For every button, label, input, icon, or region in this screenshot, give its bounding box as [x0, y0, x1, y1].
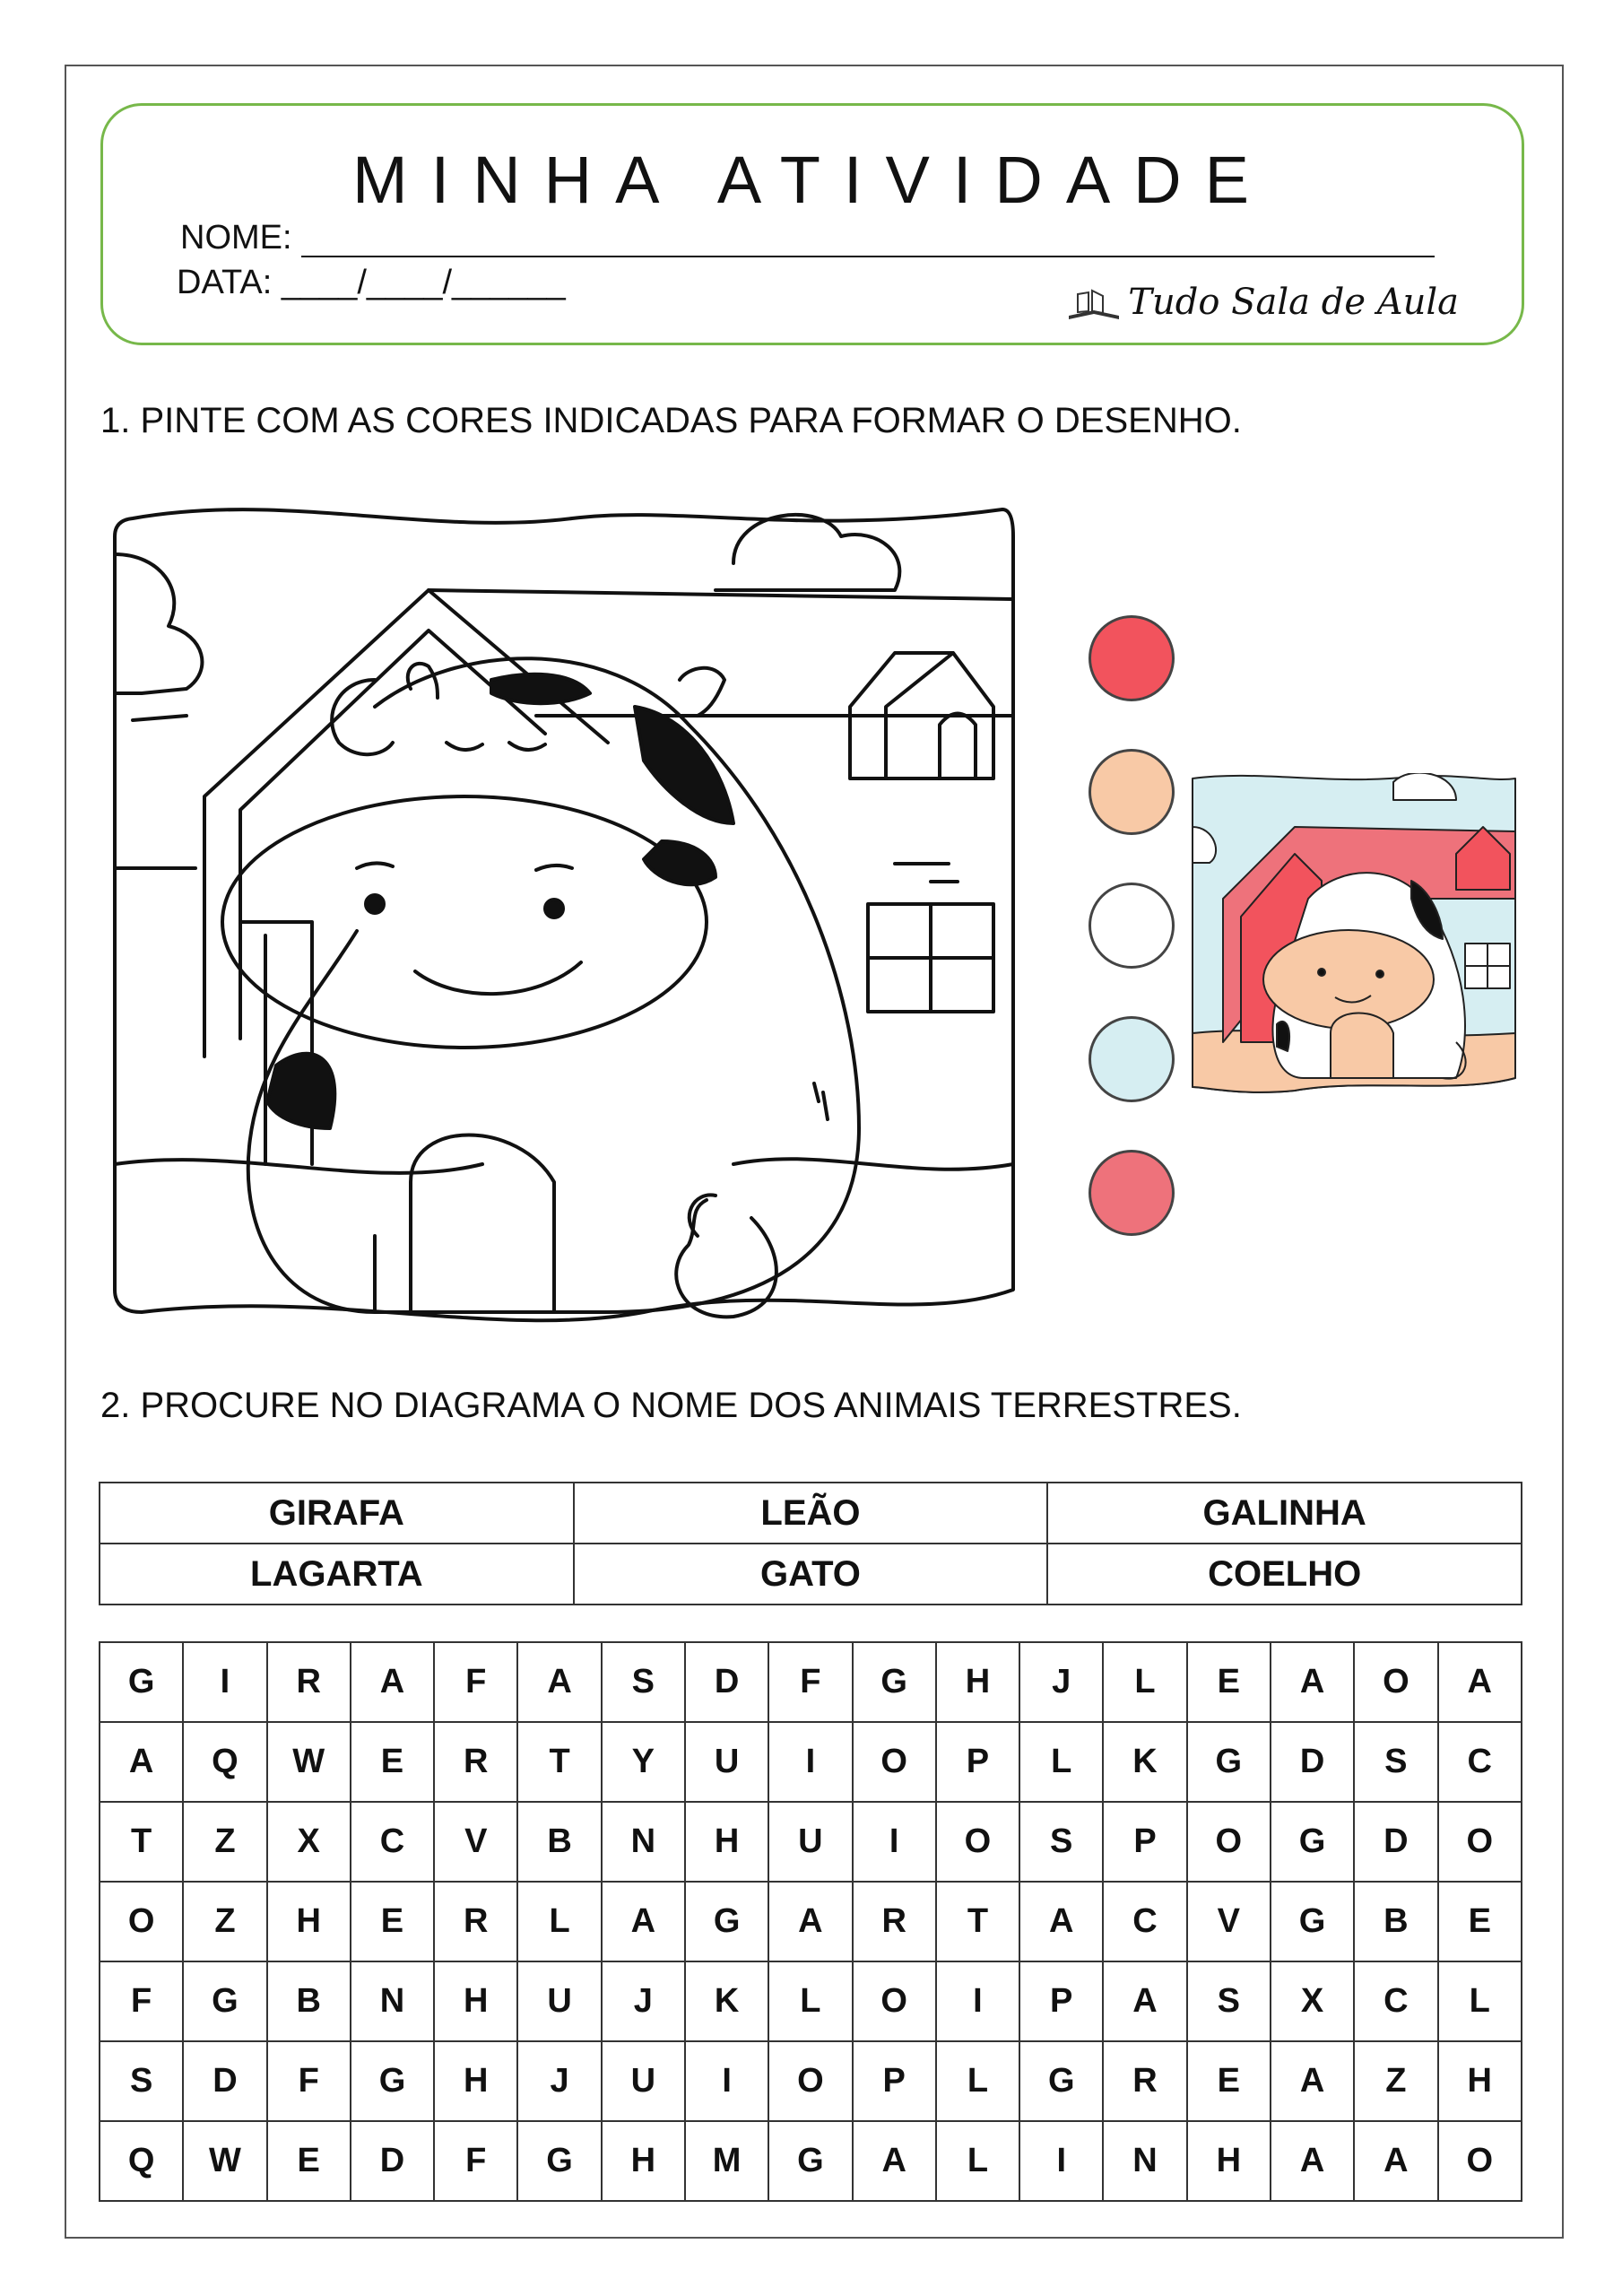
grid-letter-cell[interactable]: G: [685, 1882, 768, 1961]
grid-letter-cell[interactable]: A: [1103, 1961, 1186, 2041]
grid-row: [100, 1642, 1522, 1722]
grid-letter-cell[interactable]: Z: [1354, 2041, 1437, 2121]
grid-letter-cell[interactable]: J: [1019, 1642, 1103, 1722]
grid-letter-cell[interactable]: A: [1271, 2121, 1354, 2201]
grid-letter-cell[interactable]: A: [768, 1882, 852, 1961]
grid-letter-cell[interactable]: O: [1438, 1802, 1522, 1882]
question-1: 1. PINTE COM AS CORES INDICADAS PARA FORMAR O DESENHO.: [100, 401, 1242, 440]
grid-letter-cell[interactable]: D: [351, 2121, 434, 2201]
grid-letter-cell[interactable]: R: [434, 1882, 517, 1961]
name-line[interactable]: [301, 229, 1435, 257]
grid-letter-cell[interactable]: G: [517, 2121, 601, 2201]
brand-name: Tudo Sala de Aula: [1128, 282, 1459, 323]
grid-letter-cell[interactable]: H: [1187, 2121, 1271, 2201]
grid-letter-cell[interactable]: L: [1019, 1722, 1103, 1802]
grid-letter-cell[interactable]: H: [434, 1961, 517, 2041]
grid-letter-cell[interactable]: G: [853, 1642, 936, 1722]
grid-letter-cell[interactable]: I: [768, 1722, 852, 1802]
name-label: NOME:: [180, 219, 292, 257]
word-cell: GIRAFA: [100, 1483, 574, 1544]
grid-letter-cell[interactable]: H: [685, 1802, 768, 1882]
grid-letter-cell[interactable]: X: [1271, 1961, 1354, 2041]
grid-letter-cell[interactable]: L: [936, 2121, 1019, 2201]
date-label: DATA:: [177, 264, 273, 301]
grid-row: [100, 1961, 1522, 2041]
grid-letter-cell[interactable]: Z: [183, 1802, 266, 1882]
grid-letter-cell[interactable]: E: [1438, 1882, 1522, 1961]
grid-letter-cell[interactable]: T: [517, 1722, 601, 1802]
grid-letter-cell[interactable]: E: [351, 1882, 434, 1961]
grid-letter-cell[interactable]: H: [602, 2121, 685, 2201]
grid-letter-cell[interactable]: C: [1354, 1961, 1437, 2041]
header-box: [100, 103, 1524, 345]
grid-letter-cell[interactable]: A: [1354, 2121, 1437, 2201]
grid-letter-cell[interactable]: U: [768, 1802, 852, 1882]
grid-letter-cell[interactable]: W: [183, 2121, 266, 2201]
grid-row: [100, 2121, 1522, 2201]
grid-letter-cell[interactable]: L: [517, 1882, 601, 1961]
grid-letter-cell[interactable]: N: [1103, 2121, 1186, 2201]
grid-letter-cell[interactable]: H: [267, 1882, 351, 1961]
grid-letter-cell[interactable]: C: [351, 1802, 434, 1882]
color-swatch-red[interactable]: [1089, 615, 1175, 701]
grid-letter-cell[interactable]: A: [853, 2121, 936, 2201]
word-cell: LAGARTA: [100, 1544, 574, 1605]
grid-letter-cell[interactable]: O: [100, 1882, 183, 1961]
grid-row: [100, 2041, 1522, 2121]
grid-letter-cell[interactable]: T: [100, 1802, 183, 1882]
grid-letter-cell[interactable]: H: [936, 1642, 1019, 1722]
grid-letter-cell[interactable]: Y: [602, 1722, 685, 1802]
grid-letter-cell[interactable]: L: [1438, 1961, 1522, 2041]
grid-letter-cell[interactable]: J: [602, 1961, 685, 2041]
grid-letter-cell[interactable]: B: [267, 1961, 351, 2041]
grid-letter-cell[interactable]: Q: [183, 1722, 266, 1802]
grid-letter-cell[interactable]: V: [1187, 1882, 1271, 1961]
grid-letter-cell[interactable]: C: [1103, 1882, 1186, 1961]
grid-letter-cell[interactable]: P: [1019, 1961, 1103, 2041]
grid-letter-cell[interactable]: G: [768, 2121, 852, 2201]
grid-letter-cell[interactable]: E: [1187, 2041, 1271, 2121]
grid-letter-cell[interactable]: I: [853, 1802, 936, 1882]
word-row: [100, 1544, 1522, 1605]
color-swatch-light-blue[interactable]: [1089, 1016, 1175, 1102]
grid-letter-cell[interactable]: A: [1019, 1882, 1103, 1961]
grid-letter-cell[interactable]: H: [434, 2041, 517, 2121]
grid-letter-cell[interactable]: U: [517, 1961, 601, 2041]
grid-letter-cell[interactable]: D: [1354, 1802, 1437, 1882]
grid-letter-cell[interactable]: B: [1354, 1882, 1437, 1961]
grid-letter-cell[interactable]: G: [1187, 1722, 1271, 1802]
grid-letter-cell[interactable]: A: [351, 1642, 434, 1722]
grid-letter-cell[interactable]: A: [517, 1642, 601, 1722]
grid-row: [100, 1882, 1522, 1961]
grid-letter-cell[interactable]: Q: [100, 2121, 183, 2201]
grid-letter-cell[interactable]: P: [1103, 1802, 1186, 1882]
word-cell: GALINHA: [1047, 1483, 1522, 1544]
colored-sample-image: [1187, 773, 1521, 1094]
grid-letter-cell[interactable]: U: [602, 2041, 685, 2121]
grid-letter-cell[interactable]: E: [351, 1722, 434, 1802]
grid-letter-cell[interactable]: X: [267, 1802, 351, 1882]
grid-letter-cell[interactable]: K: [685, 1961, 768, 2041]
grid-letter-cell[interactable]: O: [853, 1961, 936, 2041]
grid-letter-cell[interactable]: A: [100, 1722, 183, 1802]
question-2: 2. PROCURE NO DIAGRAMA O NOME DOS ANIMAIS TERRESTRES.: [100, 1386, 1242, 1425]
grid-letter-cell[interactable]: G: [183, 1961, 266, 2041]
grid-letter-cell[interactable]: U: [685, 1722, 768, 1802]
grid-letter-cell[interactable]: P: [936, 1722, 1019, 1802]
brand-logo: [1065, 282, 1459, 323]
grid-letter-cell[interactable]: E: [1187, 1642, 1271, 1722]
grid-letter-cell[interactable]: O: [1438, 2121, 1522, 2201]
grid-letter-cell[interactable]: S: [1354, 1722, 1437, 1802]
color-swatch-white[interactable]: [1089, 883, 1175, 969]
date-field[interactable]: [177, 264, 566, 302]
color-swatch-peach[interactable]: [1089, 749, 1175, 835]
grid-letter-cell[interactable]: O: [853, 1722, 936, 1802]
grid-letter-cell[interactable]: L: [936, 2041, 1019, 2121]
grid-letter-cell[interactable]: F: [267, 2041, 351, 2121]
grid-letter-cell[interactable]: H: [1438, 2041, 1522, 2121]
grid-letter-cell[interactable]: D: [183, 2041, 266, 2121]
grid-letter-cell[interactable]: B: [517, 1802, 601, 1882]
grid-letter-cell[interactable]: G: [1271, 1802, 1354, 1882]
grid-letter-cell[interactable]: K: [1103, 1722, 1186, 1802]
grid-letter-cell[interactable]: O: [936, 1802, 1019, 1882]
grid-letter-cell[interactable]: P: [853, 2041, 936, 2121]
grid-letter-cell[interactable]: F: [434, 2121, 517, 2201]
grid-letter-cell[interactable]: L: [1103, 1642, 1186, 1722]
grid-row: [100, 1722, 1522, 1802]
color-swatch-pink[interactable]: [1089, 1150, 1175, 1236]
grid-letter-cell[interactable]: W: [267, 1722, 351, 1802]
grid-letter-cell[interactable]: F: [434, 1642, 517, 1722]
cow-coloring-drawing[interactable]: [106, 500, 1020, 1336]
book-icon: [1065, 287, 1123, 323]
page-title: MINHA ATIVIDADE: [352, 143, 1272, 217]
grid-letter-cell[interactable]: S: [100, 2041, 183, 2121]
grid-letter-cell[interactable]: F: [100, 1961, 183, 2041]
grid-letter-cell[interactable]: D: [1271, 1722, 1354, 1802]
date-blanks[interactable]: ____/____/______: [281, 264, 566, 301]
grid-letter-cell[interactable]: G: [1271, 1882, 1354, 1961]
grid-letter-cell[interactable]: T: [936, 1882, 1019, 1961]
grid-letter-cell[interactable]: O: [768, 2041, 852, 2121]
grid-letter-cell[interactable]: G: [351, 2041, 434, 2121]
grid-letter-cell[interactable]: A: [1271, 1642, 1354, 1722]
grid-letter-cell[interactable]: G: [1019, 2041, 1103, 2121]
grid-letter-cell[interactable]: A: [1438, 1642, 1522, 1722]
grid-letter-cell[interactable]: D: [685, 1642, 768, 1722]
grid-letter-cell[interactable]: I: [685, 2041, 768, 2121]
grid-letter-cell[interactable]: M: [685, 2121, 768, 2201]
grid-letter-cell[interactable]: S: [1187, 1961, 1271, 2041]
grid-letter-cell[interactable]: J: [517, 2041, 601, 2121]
word-search-grid[interactable]: [99, 1641, 1522, 2202]
word-cell: LEÃO: [574, 1483, 1048, 1544]
grid-letter-cell[interactable]: A: [1271, 2041, 1354, 2121]
grid-letter-cell[interactable]: S: [1019, 1802, 1103, 1882]
grid-letter-cell[interactable]: G: [100, 1642, 183, 1722]
grid-letter-cell[interactable]: F: [768, 1642, 852, 1722]
grid-letter-cell[interactable]: I: [1019, 2121, 1103, 2201]
grid-letter-cell[interactable]: A: [602, 1882, 685, 1961]
grid-letter-cell[interactable]: C: [1438, 1722, 1522, 1802]
grid-letter-cell[interactable]: O: [1187, 1802, 1271, 1882]
grid-letter-cell[interactable]: R: [853, 1882, 936, 1961]
grid-letter-cell[interactable]: R: [267, 1642, 351, 1722]
word-cell: GATO: [574, 1544, 1048, 1605]
word-row: [100, 1483, 1522, 1544]
name-field[interactable]: [180, 219, 1435, 257]
grid-letter-cell[interactable]: O: [1354, 1642, 1437, 1722]
grid-letter-cell[interactable]: L: [768, 1961, 852, 2041]
grid-letter-cell[interactable]: R: [1103, 2041, 1186, 2121]
grid-letter-cell[interactable]: V: [434, 1802, 517, 1882]
grid-letter-cell[interactable]: N: [351, 1961, 434, 2041]
word-cell: COELHO: [1047, 1544, 1522, 1605]
grid-letter-cell[interactable]: R: [434, 1722, 517, 1802]
grid-letter-cell[interactable]: E: [267, 2121, 351, 2201]
word-list-table: [99, 1482, 1522, 1605]
grid-letter-cell[interactable]: N: [602, 1802, 685, 1882]
grid-letter-cell[interactable]: I: [183, 1642, 266, 1722]
grid-letter-cell[interactable]: S: [602, 1642, 685, 1722]
grid-letter-cell[interactable]: Z: [183, 1882, 266, 1961]
grid-letter-cell[interactable]: I: [936, 1961, 1019, 2041]
grid-row: [100, 1802, 1522, 1882]
